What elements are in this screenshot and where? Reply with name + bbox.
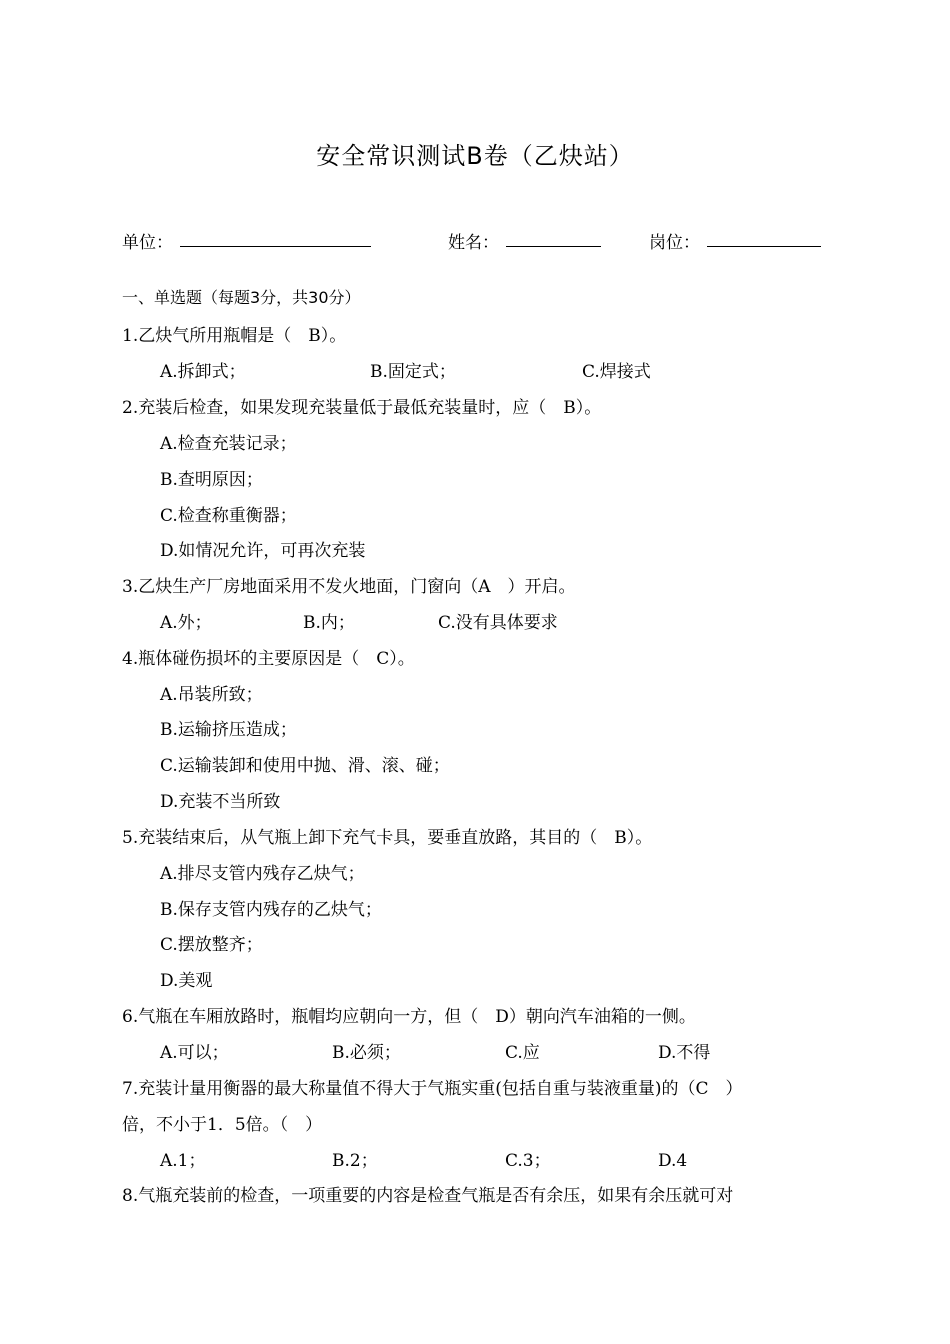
q7-option-b: B.2； (332, 1151, 378, 1171)
q6-option-c: C.应 (505, 1043, 540, 1063)
section-heading: 一、单选题（每题3分，共30分） (122, 288, 361, 307)
q5-option-d: D.美观 (160, 971, 213, 991)
q3-option-c: C.没有具体要求 (438, 613, 558, 633)
q1-option-c: C.焊接式 (582, 362, 651, 382)
q1-option-b: B.固定式； (370, 362, 456, 382)
question-7-stem: 7.充装计量用衡器的最大称量值不得大于气瓶实重(包括自重与装液重量)的（C ） (122, 1079, 743, 1099)
unit-blank (180, 246, 371, 247)
question-7-stem-continued: 倍，不小于1．5倍。（ ） (122, 1115, 323, 1135)
q7-option-d: D.4 (658, 1151, 688, 1171)
q3-option-b: B.内； (303, 613, 355, 633)
q6-option-d: D.不得 (658, 1043, 711, 1063)
post-label: 岗位： (649, 233, 700, 253)
name-blank (506, 246, 601, 247)
q2-option-b: B.查明原因； (160, 470, 263, 490)
question-5-stem: 5.充装结束后，从气瓶上卸下充气卡具，要垂直放路，其目的（ B）。 (122, 828, 653, 848)
q5-option-a: A.排尽支管内残存乙炔气； (160, 864, 365, 884)
q2-option-d: D.如情况允许，可再次充装 (160, 541, 366, 561)
question-2-stem: 2.充装后检查，如果发现充装量低于最低充装量时，应（ B）。 (122, 398, 602, 418)
q6-option-a: A.可以； (160, 1043, 229, 1063)
name-label: 姓名： (448, 233, 499, 253)
q4-option-d: D.充装不当所致 (160, 792, 281, 812)
q3-option-a: A.外； (160, 613, 212, 633)
q5-option-b: B.保存支管内残存的乙炔气； (160, 900, 382, 920)
question-1-stem: 1.乙炔气所用瓶帽是（ B）。 (122, 326, 347, 346)
question-6-stem: 6.气瓶在车厢放路时，瓶帽均应朝向一方，但（ D）朝向汽车油箱的一侧。 (122, 1007, 696, 1027)
question-4-stem: 4.瓶体碰伤损坏的主要原因是（ C）。 (122, 649, 415, 669)
post-blank (707, 246, 821, 247)
q2-option-a: A.检查充装记录； (160, 434, 297, 454)
q7-option-c: C.3； (505, 1151, 551, 1171)
q4-option-b: B.运输挤压造成； (160, 720, 297, 740)
q4-option-c: C.运输装卸和使用中抛、滑、滚、碰； (160, 756, 450, 776)
q1-option-a: A.拆卸式； (160, 362, 246, 382)
q7-option-a: A.1； (160, 1151, 206, 1171)
page-title: 安全常识测试B卷（乙炔站） (316, 142, 634, 170)
unit-label: 单位： (122, 233, 173, 253)
q6-option-b: B.必须； (332, 1043, 401, 1063)
q5-option-c: C.摆放整齐； (160, 935, 263, 955)
q2-option-c: C.检查称重衡器； (160, 506, 297, 526)
question-3-stem: 3.乙炔生产厂房地面采用不发火地面，门窗向（A ）开启。 (122, 577, 576, 597)
q4-option-a: A.吊装所致； (160, 685, 263, 705)
question-8-stem: 8.气瓶充装前的检查，一项重要的内容是检查气瓶是否有余压，如果有余压就可对 (122, 1186, 734, 1206)
